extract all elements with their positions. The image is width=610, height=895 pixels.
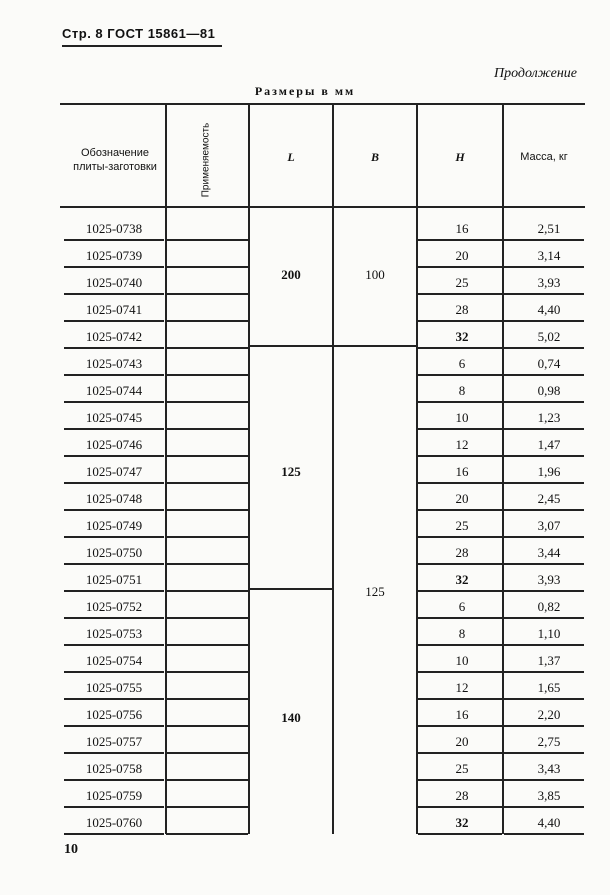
row-code: 1025-0742 bbox=[85, 329, 143, 344]
row-underline bbox=[504, 725, 584, 727]
row-H: 32 bbox=[455, 815, 469, 830]
row-underline bbox=[418, 671, 502, 673]
row-code: 1025-0749 bbox=[85, 518, 143, 533]
row-H: 12 bbox=[455, 437, 469, 452]
merged-L-140: 140 bbox=[281, 710, 301, 725]
group-rule-2 bbox=[249, 588, 333, 590]
row-mass: 1,96 bbox=[537, 464, 561, 479]
merged-L-200: 200 bbox=[281, 267, 301, 282]
row-underline bbox=[504, 347, 584, 349]
row-underline bbox=[166, 347, 248, 349]
row-code: 1025-0753 bbox=[85, 626, 143, 641]
row-underline bbox=[504, 509, 584, 511]
row-underline bbox=[64, 806, 164, 808]
header-underline bbox=[62, 45, 222, 47]
row-H: 20 bbox=[455, 248, 469, 263]
row-underline bbox=[418, 698, 502, 700]
row-mass: 3,44 bbox=[537, 545, 561, 560]
page-header: Стр. 8 ГОСТ 15861—81 bbox=[62, 26, 216, 41]
row-mass: 0,98 bbox=[537, 383, 561, 398]
row-underline bbox=[504, 293, 584, 295]
row-H: 8 bbox=[458, 626, 466, 641]
row-underline bbox=[418, 833, 502, 835]
row-H: 20 bbox=[455, 491, 469, 506]
row-underline bbox=[64, 428, 164, 430]
row-underline bbox=[418, 428, 502, 430]
row-mass: 2,75 bbox=[537, 734, 561, 749]
row-mass: 1,23 bbox=[537, 410, 561, 425]
row-underline bbox=[504, 617, 584, 619]
row-mass: 3,14 bbox=[537, 248, 561, 263]
row-underline bbox=[504, 455, 584, 457]
row-code: 1025-0759 bbox=[85, 788, 143, 803]
row-underline bbox=[64, 320, 164, 322]
row-H: 25 bbox=[455, 761, 469, 776]
row-code: 1025-0750 bbox=[85, 545, 143, 560]
row-mass: 3,93 bbox=[537, 275, 561, 290]
row-code: 1025-0754 bbox=[85, 653, 143, 668]
row-underline bbox=[418, 563, 502, 565]
row-underline bbox=[166, 590, 248, 592]
row-underline bbox=[166, 806, 248, 808]
row-underline bbox=[418, 455, 502, 457]
row-mass: 3,85 bbox=[537, 788, 561, 803]
row-underline bbox=[166, 320, 248, 322]
row-underline bbox=[418, 482, 502, 484]
row-underline bbox=[166, 266, 248, 268]
row-underline bbox=[504, 671, 584, 673]
row-underline bbox=[64, 698, 164, 700]
row-underline bbox=[64, 617, 164, 619]
merged-B-100: 100 bbox=[365, 267, 385, 282]
row-H: 6 bbox=[458, 599, 466, 614]
row-H: 10 bbox=[455, 653, 469, 668]
row-underline bbox=[418, 401, 502, 403]
row-code: 1025-0757 bbox=[85, 734, 143, 749]
row-underline bbox=[166, 617, 248, 619]
row-H: 32 bbox=[455, 329, 469, 344]
row-mass: 3,43 bbox=[537, 761, 561, 776]
row-mass: 0,82 bbox=[537, 599, 561, 614]
row-code: 1025-0758 bbox=[85, 761, 143, 776]
row-underline bbox=[64, 455, 164, 457]
continuation-label: Продолжение bbox=[494, 66, 577, 81]
row-mass: 1,47 bbox=[537, 437, 561, 452]
row-H: 25 bbox=[455, 518, 469, 533]
row-underline bbox=[166, 401, 248, 403]
row-underline bbox=[418, 320, 502, 322]
table-caption: Размеры в мм bbox=[254, 84, 356, 98]
group-rule-1 bbox=[249, 345, 417, 347]
row-underline bbox=[166, 293, 248, 295]
row-H: 12 bbox=[455, 680, 469, 695]
row-code: 1025-0747 bbox=[85, 464, 143, 479]
row-mass: 4,40 bbox=[537, 302, 561, 317]
row-code: 1025-0756 bbox=[85, 707, 143, 722]
row-underline bbox=[64, 374, 164, 376]
row-underline bbox=[504, 374, 584, 376]
row-H: 28 bbox=[455, 788, 469, 803]
row-underline bbox=[418, 806, 502, 808]
row-code: 1025-0740 bbox=[85, 275, 143, 290]
row-underline bbox=[64, 644, 164, 646]
row-underline bbox=[418, 725, 502, 727]
row-underline bbox=[504, 779, 584, 781]
row-H: 28 bbox=[455, 302, 469, 317]
merged-L-125: 125 bbox=[281, 464, 301, 479]
row-underline bbox=[166, 374, 248, 376]
row-underline bbox=[504, 536, 584, 538]
row-underline bbox=[504, 644, 584, 646]
row-underline bbox=[64, 536, 164, 538]
row-underline bbox=[418, 590, 502, 592]
row-underline bbox=[166, 482, 248, 484]
row-mass: 0,74 bbox=[537, 356, 561, 371]
row-underline bbox=[166, 725, 248, 727]
row-code: 1025-0738 bbox=[85, 221, 143, 236]
row-code: 1025-0755 bbox=[85, 680, 143, 695]
merged-B-125: 125 bbox=[365, 584, 385, 599]
row-underline bbox=[504, 320, 584, 322]
row-underline bbox=[504, 266, 584, 268]
row-code: 1025-0741 bbox=[85, 302, 143, 317]
row-H: 32 bbox=[455, 572, 469, 587]
row-underline bbox=[166, 779, 248, 781]
row-code: 1025-0744 bbox=[85, 383, 143, 398]
row-H: 10 bbox=[455, 410, 469, 425]
row-underline bbox=[64, 752, 164, 754]
row-underline bbox=[166, 509, 248, 511]
row-underline bbox=[418, 239, 502, 241]
row-underline bbox=[504, 563, 584, 565]
row-underline bbox=[64, 509, 164, 511]
row-underline bbox=[418, 644, 502, 646]
col-header-mass: Масса, кг bbox=[520, 151, 568, 163]
row-underline bbox=[166, 563, 248, 565]
row-mass: 3,93 bbox=[537, 572, 561, 587]
col-header-designation: Обозначение плиты-заготовки bbox=[73, 147, 157, 173]
row-mass: 1,10 bbox=[537, 626, 561, 641]
row-underline bbox=[418, 536, 502, 538]
row-underline bbox=[418, 266, 502, 268]
row-underline bbox=[504, 752, 584, 754]
row-mass: 3,07 bbox=[537, 518, 561, 533]
table-top-rule bbox=[60, 103, 585, 105]
row-underline bbox=[418, 293, 502, 295]
row-underline bbox=[166, 698, 248, 700]
row-code: 1025-0748 bbox=[85, 491, 143, 506]
row-underline bbox=[64, 401, 164, 403]
col-header-H: H bbox=[455, 150, 465, 164]
row-code: 1025-0751 bbox=[85, 572, 143, 587]
row-underline bbox=[64, 590, 164, 592]
row-underline bbox=[64, 833, 164, 835]
row-H: 28 bbox=[455, 545, 469, 560]
row-H: 16 bbox=[455, 707, 469, 722]
row-underline bbox=[418, 752, 502, 754]
row-underline bbox=[418, 617, 502, 619]
row-underline bbox=[64, 266, 164, 268]
row-underline bbox=[504, 428, 584, 430]
row-H: 6 bbox=[458, 356, 466, 371]
row-underline bbox=[504, 482, 584, 484]
page-number: 10 bbox=[64, 842, 78, 857]
row-underline bbox=[504, 239, 584, 241]
row-mass: 2,20 bbox=[537, 707, 561, 722]
row-underline bbox=[64, 239, 164, 241]
col-line-3 bbox=[332, 104, 334, 834]
row-H: 16 bbox=[455, 221, 469, 236]
row-underline bbox=[166, 644, 248, 646]
row-underline bbox=[166, 428, 248, 430]
row-H: 16 bbox=[455, 464, 469, 479]
row-mass: 5,02 bbox=[537, 329, 561, 344]
col-header-B: B bbox=[370, 150, 379, 164]
row-underline bbox=[504, 806, 584, 808]
row-mass: 1,65 bbox=[537, 680, 561, 695]
row-underline bbox=[166, 239, 248, 241]
col-header-applicability: Применяемость bbox=[200, 122, 212, 198]
row-mass: 1,37 bbox=[537, 653, 561, 668]
row-mass: 2,45 bbox=[537, 491, 561, 506]
col-header-L: L bbox=[287, 150, 295, 164]
row-mass: 2,51 bbox=[537, 221, 561, 236]
row-H: 8 bbox=[458, 383, 466, 398]
row-underline bbox=[166, 752, 248, 754]
row-code: 1025-0746 bbox=[85, 437, 143, 452]
row-underline bbox=[64, 563, 164, 565]
row-underline bbox=[504, 833, 584, 835]
row-code: 1025-0752 bbox=[85, 599, 143, 614]
row-code: 1025-0739 bbox=[85, 248, 143, 263]
row-underline bbox=[418, 509, 502, 511]
row-underline bbox=[166, 671, 248, 673]
row-underline bbox=[64, 671, 164, 673]
row-underline bbox=[166, 833, 248, 835]
row-H: 20 bbox=[455, 734, 469, 749]
row-underline bbox=[166, 455, 248, 457]
row-underline bbox=[64, 725, 164, 727]
header-bottom-rule bbox=[60, 206, 585, 208]
row-underline bbox=[64, 293, 164, 295]
row-underline bbox=[504, 698, 584, 700]
row-code: 1025-0743 bbox=[85, 356, 143, 371]
row-underline bbox=[418, 374, 502, 376]
row-H: 25 bbox=[455, 275, 469, 290]
row-underline bbox=[504, 401, 584, 403]
row-underline bbox=[64, 347, 164, 349]
row-underline bbox=[64, 779, 164, 781]
row-underline bbox=[418, 347, 502, 349]
row-underline bbox=[166, 536, 248, 538]
row-mass: 4,40 bbox=[537, 815, 561, 830]
row-code: 1025-0745 bbox=[85, 410, 143, 425]
row-underline bbox=[418, 779, 502, 781]
row-underline bbox=[504, 590, 584, 592]
row-code: 1025-0760 bbox=[85, 815, 143, 830]
row-underline bbox=[64, 482, 164, 484]
